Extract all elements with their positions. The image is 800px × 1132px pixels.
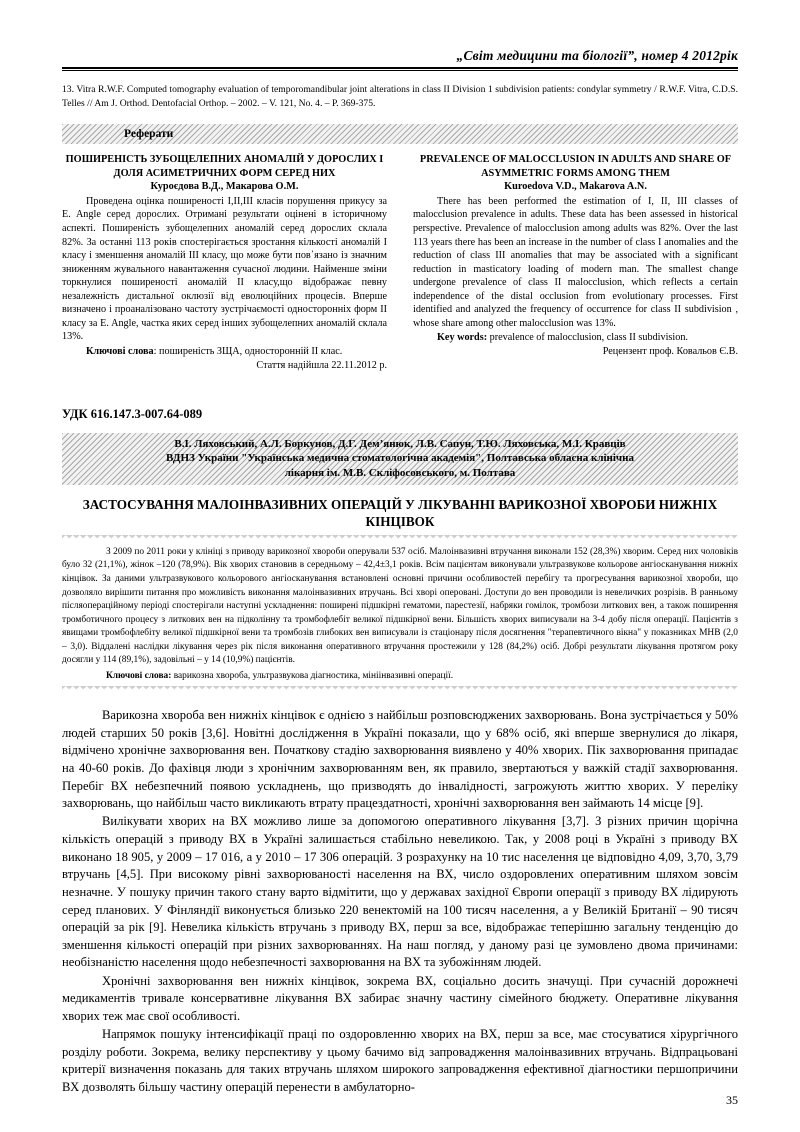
abstract-en-body: There has been performed the estimation of I, II, III classes of malocclusion prevalence in adults. These data has been assessed in historical perspective. Prevalence of malocclusion among adults was 82%. Over the last 113 years there has been an increase in the number of class I anomalies and the reduction of class III anomalies that may be associated with a significant reduction in masticatory loading of modern man. The smallest change undergone prevalence of class II malocclusion, which reflects a certain independence of the distal occlusion from evolutionary processes. First identified and analyzed the frequency of occurrence for class II subdivision , whose share among other malocclusion was 13%. <box>413 195 738 329</box>
abstract-uk-title: ПОШИРЕНІСТЬ ЗУБОЩЕЛЕПНИХ АНОМАЛІЙ У ДОРОСЛИХ І ДОЛЯ АСИМЕТРИЧНИХ ФОРМ СЕРЕД НИХ <box>65 154 384 179</box>
abstract-en-keywords-label: Key words: <box>437 332 488 344</box>
page-number: 35 <box>726 1093 738 1107</box>
body-paragraph: Варикозна хвороба вен нижніх кінцівок є однією з найбільш розповсюджених захворювань. Вона зустрічається у 50% людей старших 50 років [3,6]. Новітні дослідження в Україні показали, що у 68% осіб, які вперше звернулися до лікаря, відмічено хронічне захворювання вен. Початкову стадію захворювання виявлено у 40% хворих. Пік захворювання припадає на 40-60 років. До фахівця люди з хронічним захворюванням вен, як правило, звертаються у важкій стадії захворювання. Перебіг ВХ небезпечний появою ускладнень, що призводять до інвалідності, загрожують життю хворих. У переліку захворювань, що найбільш часто викликають втрату працездатності, хронічні захворювання вен займають 14 місце [9]. <box>62 708 738 811</box>
abstract-uk-footer: Стаття надійшла 22.11.2012 р. <box>256 359 387 371</box>
article-resume-keywords <box>62 670 738 687</box>
page-content <box>62 0 738 1097</box>
article-resume-keywords-value: варикозна хвороба, ультразвукова діагностика, мініінвазивні операції. <box>171 670 454 681</box>
body-paragraph: Вилікувати хворих на ВХ можливо лише за допомогою оперативного лікування [3,7]. З різних причин щорічна кількість операцій з приводу ВХ в Україні залишається стабільно невеликою. Так, у 2008 році в Україні з приводу ВХ виконано 18 905, у 2009 – 17 016, а у 2010 – 17 306 операцій. З розрахунку на 10 тис населення це відповідно 4,09, 3,70, 3,79 втручань [4,5]. При високому рівні захворюваності населення на ВХ, число оздоровлених оперативним шляхом зовсім незначне. У пошуку причин такого стану варто відмітити, що у державах західної Європи операції з приводу ВХ лідирують серед планових. У Фінляндії виконується близько 220 венектомій на 100 тисяч населення, а у Великій Британії – 90 тисяч операцій за рік [9]. Невелика кількість втручань з приводу ВХ, перш за все, відображає теперішню загальну тенденцію до зменшення кількості операцій при різних захворюваннях. На наш погляд, у даному разі це зумовлено двома причинами: необізнаністю населення щодо небезпечності захворювання на ВХ та зубожінням людей. <box>62 814 738 970</box>
abstract-uk-keywords-value: : поширеність ЗЩА, односторонній II клас. <box>153 346 343 358</box>
zigzag-rule-bottom <box>62 686 738 693</box>
article-affiliation-line-1: ВДНЗ України "Українська медична стоматологічна академія", Полтавська обласна клінічна <box>166 452 634 465</box>
zigzag-rule-top <box>62 535 738 542</box>
body-paragraph: Хронічні захворювання вен нижніх кінцівок, зокрема ВХ, соціально досить значущі. При сучасній дорожнечі медикаментів тривале консервативне лікування ВХ забирає значну частину сімейного бюджету. Оперативне лікування хворих теж має свої особливості. <box>62 973 738 1023</box>
running-head: „Світ медицини та біології”, номер 4 2012рік <box>456 48 738 63</box>
article-body <box>62 707 738 1096</box>
article-resume-keywords-label: Ключові слова: <box>106 670 172 681</box>
article-affiliation-line-2: лікарня ім. М.В. Скліфосовського, м. Полтава <box>284 467 516 480</box>
section-band-label: Реферати <box>124 128 174 141</box>
body-paragraph: Напрямок пошуку інтенсифікації праці по оздоровленню хворих на ВХ, перш за все, має стосуватися хірургічного розділу роботи. Зокрема, велику перспективу у цьому бачимо від запровадження малоінвазивних втручань. Відпрацьовані критерії визначення показань для таких втручань шляхом широкого запровадження ефективної діагностики першопричини ВХ дозволять більшу частину операцій перенести в амбулаторно- <box>62 1026 738 1094</box>
article-author-band <box>62 433 738 486</box>
abstract-uk-body: Проведена оцінка поширеності I,II,III класів порушення прикусу за E. Angle серед дорослих. Отримані результати оцінені в історичному аспекті. Поширеність зубощелепних аномалій серед дорослих склала 82%. За останні 113 років спостерігається зростання кількості аномалій I класу і зменшення аномалій III класу, що може бути пов᾽язано із значним зниженням жувального навантаження сучасної людини. Найменше зміни торкнулися поширеності аномалій II класу,що відображає певну незалежність дистальної оклюзії від еволюційних процесів. Вперше визначено і проаналізовано частоту зустрічаємості односторонніх форм II класу за E. Angle, частка яких серед інших зубощелепних аномалій склала 13%. <box>62 195 387 343</box>
abstract-en-keywords <box>413 331 738 345</box>
udc-code: УДК 616.147.3-007.64-089 <box>62 406 203 421</box>
abstract-uk-keywords <box>62 345 387 359</box>
abstract-en-footer: Рецензент проф. Ковальов Є.В. <box>602 346 738 358</box>
abstract-en-keywords-value: prevalence of malocclusion, class II subdivision. <box>487 332 688 344</box>
abstract-en-authors: Kuroedova V.D., Makarova A.N. <box>504 180 647 192</box>
article-resume: З 2009 по 2011 роки у клініці з приводу варикозної хвороби оперували 537 осіб. Малоінвазивні втручання виконали 152 (28,3%) хворим. Серед них чоловіків було 32 (21,1%), жінок –120 (78,9%). Вік хворих становив в середньому – 42,4±3,1 років. Всім пацієнтам виконували ультразвукове кольорове ангіосканування нижніх кінцівок. За даними ультразвукового кольорового ангіосканування встановлені основні причини особливостей перебігу та прогресування варикозної хвороби, що дозволяло вирішити питання про можливість виконання малоінвазивних втручань. Всі хворі оперовані. Доступи до вен проводили із невеличких розрізів. В ранньому післяопераційному періоді спостерігали наступні ускладнення: поширені підшкірні гематоми, парестезії, набряки гомілок, тромбози литкових вен, а також поширення тромботичного процесу з литкових вен на підколінну та тромбофлебіт великої підшкірної вени. Більшість хворих виписували на 3-4 добу після операції. Пацієнтів з явищами тромбофлебіту великої підшкірної вени та тромбозів глибоких вен виписували із стаціонару після досягнення "терапевтичного вікна" у показниках МНВ (2,0 – 3,0). Віддалені наслідки лікування через рік після виконання оперативного втручання простежили у 128 (84,2%) осіб. Добрі результати лікування протягом року досягли у 114 (89,1%), задовільні – у 14 (10,9%) пацієнтів. <box>62 546 738 666</box>
abstract-ukrainian <box>62 153 387 370</box>
abstract-english <box>413 153 738 370</box>
reference-item: 13. Vitra R.W.F. Computed tomography evaluation of temporomandibular joint alterations in class II Division 1 subdivision patients: condylar symmetry / R.W.F. Vitra, C.D.S. Telles // Am J. Orthod. Dentofacial Orthop. – 2002. – V. 121, No. 4. – P. 369-375. <box>62 84 738 109</box>
abstract-columns <box>62 153 738 370</box>
section-band-abstracts <box>62 124 738 144</box>
running-head-rule-thin <box>62 70 738 71</box>
article-title: ЗАСТОСУВАННЯ МАЛОІНВАЗИВНИХ ОПЕРАЦІЙ У ЛІКУВАННІ ВАРИКОЗНОЇ ХВОРОБИ НИЖНІХ КІНЦІВОК <box>82 497 718 530</box>
running-head-rule-thick <box>62 67 738 69</box>
article-authors: В.І. Ляховський, А.Л. Боркунов, Д.Г. Дем’янюк, Л.В. Сапун, Т.Ю. Ляховська, М.І. Кравців <box>174 437 626 450</box>
abstract-uk-keywords-label: Ключові слова <box>86 346 154 358</box>
abstract-en-title: PREVALENCE OF MALOCCLUSION IN ADULTS AND SHARE OF ASYMMETRIC FORMS AMONG THEM <box>419 154 732 179</box>
abstract-uk-authors: Куроєдова В.Д., Макарова О.М. <box>150 180 299 192</box>
